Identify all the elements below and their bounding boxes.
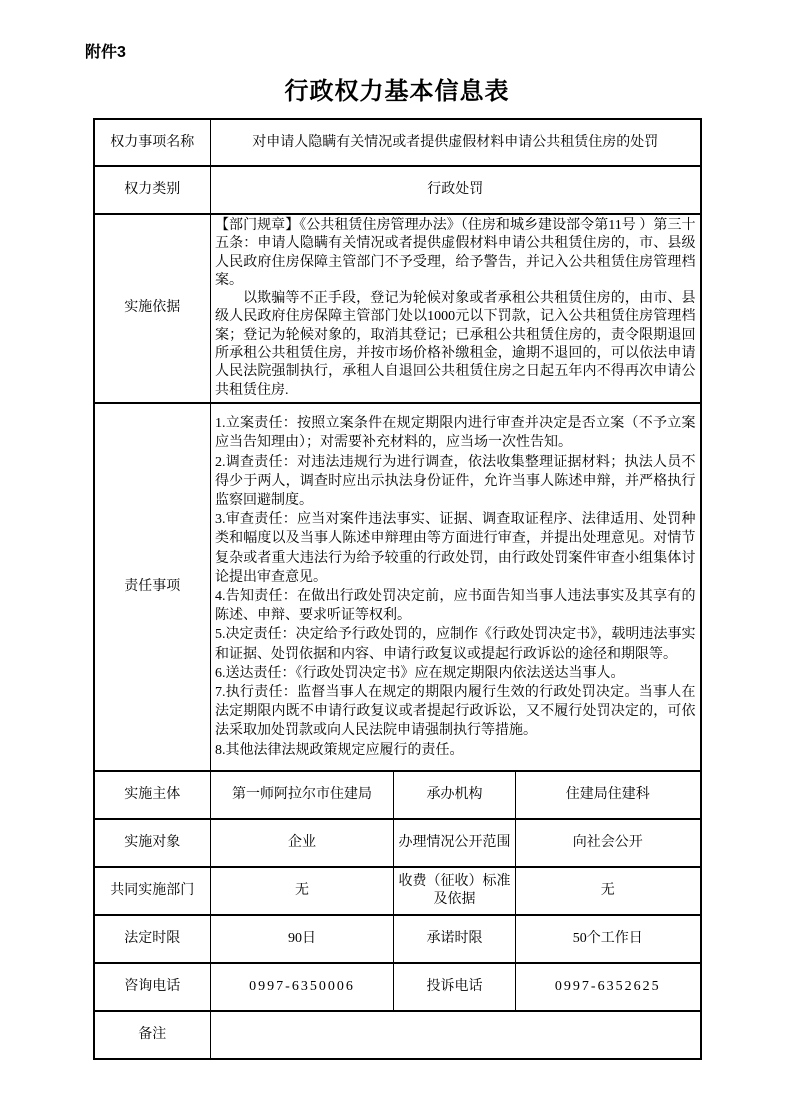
- duty-item: 7.执行责任：监督当事人在规定的期限内履行生效的行政处罚决定。当事人在法定期限内既不申请行政复议或者提起行政诉讼，又不履行处罚决定的，可依法采取加处罚款或向人民法院申请强制执行等措施。: [215, 684, 696, 739]
- row-time-limit: [94, 915, 701, 963]
- consult-phone-value: 0997-6350006: [211, 963, 394, 1011]
- basis-label: 实施依据: [94, 214, 211, 403]
- promise-limit-label: 承诺时限: [394, 915, 516, 963]
- row-duties: [94, 403, 701, 771]
- legal-limit-value: 90日: [211, 915, 394, 963]
- info-table: [93, 118, 702, 1060]
- row-phones: [94, 963, 701, 1011]
- basis-text: [211, 214, 701, 403]
- row-power-type: [94, 166, 701, 214]
- page-title: 行政权力基本信息表: [284, 79, 510, 105]
- implementer-value: 第一师阿拉尔市住建局: [211, 771, 394, 819]
- duty-item: 1.立案责任：按照立案条件在规定期限内进行审查并决定是否立案（不予立案应当告知理由）；对需要补充材料的，应当场一次性告知。: [215, 416, 696, 451]
- basis-paragraph: 【部门规章】《公共租赁住房管理办法》（住房和城乡建设部令第11号 ）第三十五条：申请人隐瞒有关情况或者提供虚假材料申请公共租赁住房的，市、县级人民政府住房保障主管部门不予受理，给予警告，并记入公共租赁住房管理档案。: [215, 218, 696, 288]
- legal-limit-label: 法定时限: [94, 915, 211, 963]
- implementer-label: 实施主体: [94, 771, 211, 819]
- handling-org-label: 承办机构: [394, 771, 516, 819]
- item-name-label: 权力事项名称: [94, 119, 211, 166]
- disclosure-label: 办理情况公开范围: [394, 819, 516, 867]
- item-name-value: 对申请人隐瞒有关情况或者提供虚假材料申请公共租赁住房的处罚: [211, 119, 701, 166]
- complaint-phone-label: 投诉电话: [394, 963, 516, 1011]
- consult-phone-label: 咨询电话: [94, 963, 211, 1011]
- target-value: 企业: [211, 819, 394, 867]
- power-type-label: 权力类别: [94, 166, 211, 214]
- row-joint-dept: [94, 867, 701, 915]
- basis-paragraph: 以欺骗等不正手段，登记为轮候对象或者承租公共租赁住房的，由市、县级人民政府住房保障主管部门处以1000元以下罚款，记入公共租赁住房管理档案；登记为轮候对象的，取消其登记；已承租公共租赁住房的，责令限期退回所承租公共租赁住房，并按市场价格补缴租金，逾期不退回的，可以依法申请人民法院强制执行，承租人自退回公共租赁住房之日起五年内不得再次申请公共租赁住房.: [215, 291, 696, 398]
- fee-label: 收费（征收）标准及依据: [394, 867, 516, 915]
- promise-limit-value: 50个工作日: [516, 915, 701, 963]
- target-label: 实施对象: [94, 819, 211, 867]
- joint-dept-value: 无: [211, 867, 394, 915]
- power-type-value: 行政处罚: [211, 166, 701, 214]
- attachment-label: 附件3: [85, 44, 126, 61]
- row-target: [94, 819, 701, 867]
- row-basis: [94, 214, 701, 403]
- duty-item: 2.调查责任：对违法违规行为进行调查，依法收集整理证据材料；执法人员不得少于两人，调查时应出示执法身份证件，允许当事人陈述申辩，并严格执行监察回避制度。: [215, 454, 696, 508]
- complaint-phone-value: 0997-6352625: [516, 963, 701, 1011]
- disclosure-value: 向社会公开: [516, 819, 701, 867]
- row-implementer: [94, 771, 701, 819]
- duty-item: 6.送达责任：《行政处罚决定书》应在规定期限内依法送达当事人。: [215, 665, 625, 681]
- handling-org-value: 住建局住建科: [516, 771, 701, 819]
- joint-dept-label: 共同实施部门: [94, 867, 211, 915]
- duty-item: 4.告知责任：在做出行政处罚决定前，应书面告知当事人违法事实及其享有的陈述、申辩、要求听证等权利。: [215, 588, 696, 624]
- row-remark: [94, 1011, 701, 1059]
- duty-item: 3.审查责任：应当对案件违法事实、证据、调查取证程序、法律适用、处罚种类和幅度以及当事人陈述申辩理由等方面进行审查，并提出处理意见。对情节复杂或者重大违法行为给予较重的行政处罚，由行政处罚案件审查小组集体讨论提出审查意见。: [215, 512, 696, 585]
- row-item-name: [94, 119, 701, 166]
- duties-text: [211, 403, 701, 771]
- duties-label: 责任事项: [94, 403, 211, 771]
- duty-item: 8.其他法律法规政策规定应履行的责任。: [215, 742, 464, 758]
- duty-item: 5.决定责任：决定给予行政处罚的，应制作《行政处罚决定书》，载明违法事实和证据、处罚依据和内容、申请行政复议或提起行政诉讼的途径和期限等。: [215, 627, 696, 662]
- fee-value: 无: [516, 867, 701, 915]
- remark-label: 备注: [94, 1011, 211, 1059]
- remark-value: [211, 1011, 701, 1059]
